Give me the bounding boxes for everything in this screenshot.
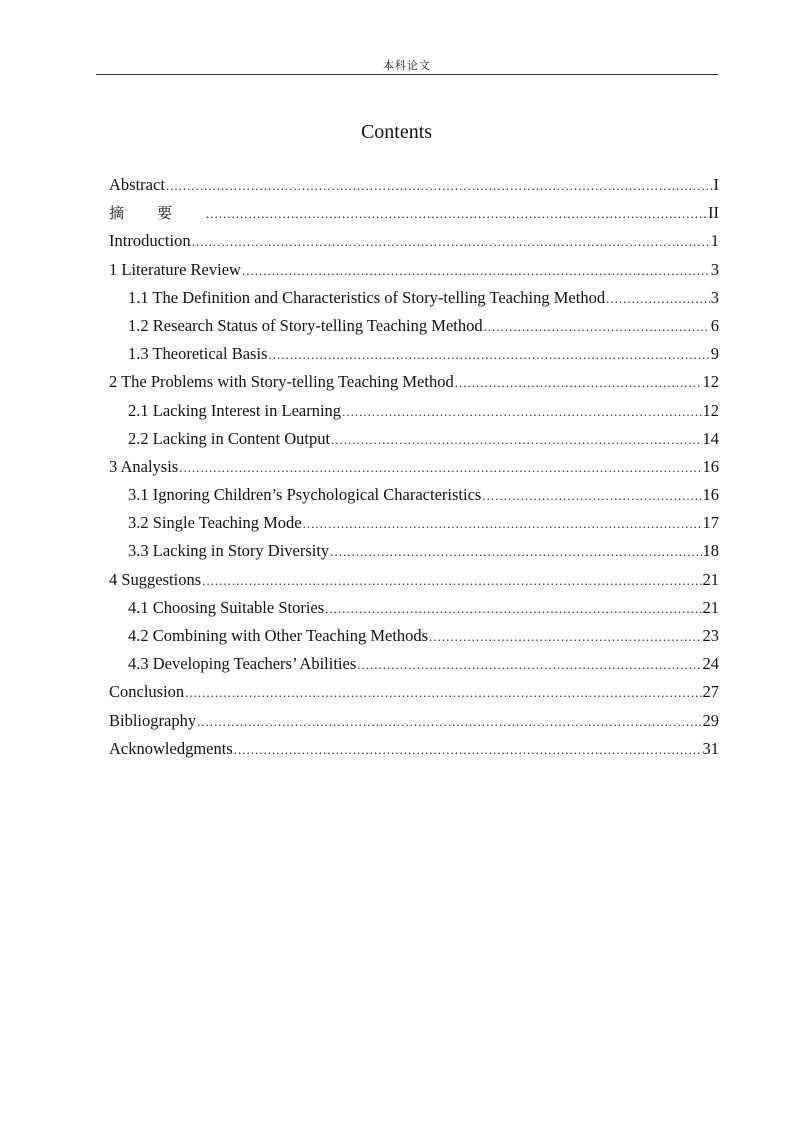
toc-entry-label: Abstract [109,175,165,194]
toc-dot-leader [185,679,701,707]
toc-dot-leader [325,595,701,623]
toc-entry-page: 16 [702,485,719,505]
header-text: 本科论文 [383,60,431,72]
toc-entry[interactable] [109,707,719,735]
toc-dot-leader [268,341,709,369]
toc-entry[interactable] [109,171,719,199]
toc-entry-label: 4.2 Combining with Other Teaching Methods [128,626,429,645]
toc-dot-leader [206,200,707,228]
toc-entry-label: 3 Analysis [109,456,179,476]
toc-entry-page: 24 [702,654,719,674]
toc-entry-label: 2.1 Lacking Interest in Learning [128,400,342,420]
toc-entry[interactable] [109,312,719,340]
toc-entry-label: Bibliography [109,710,197,730]
toc-entry-page: II [708,203,719,223]
toc-entry[interactable] [109,284,719,312]
toc-dot-leader [484,313,710,341]
toc-entry-page: 9 [710,344,719,364]
toc-entry-page: 16 [702,456,719,476]
toc-entry-page: 21 [702,597,719,617]
toc-entry-label: 1.1 The Definition and Characteristics of Story-telling Teaching Method [128,287,606,307]
toc-entry-page: 12 [702,400,719,420]
toc-dot-leader [192,228,710,256]
toc-entry-page: 3 [710,287,719,307]
toc-entry[interactable] [109,368,719,396]
toc-entry-page: 3 [710,259,719,279]
toc-dot-leader [342,398,701,426]
toc-entry-label: 1 Literature Review [109,259,241,279]
toc-entry-label: 4.1 Choosing Suitable Stories [128,597,325,617]
toc-entry[interactable] [109,509,719,537]
toc-entry-page: 14 [702,428,719,448]
toc-dot-leader [429,623,701,651]
toc-entry-page: 17 [702,513,719,533]
toc-entry-label: Acknowledgments [109,738,233,758]
toc-entry[interactable] [109,481,719,509]
toc-dot-leader [606,285,710,313]
toc-entry-page: 6 [710,315,719,335]
toc-entry-label: Conclusion [109,682,185,702]
table-of-contents [109,171,719,763]
toc-entry[interactable] [109,453,719,481]
toc-entry-label: 1.3 Theoretical Basis [128,344,268,364]
toc-entry-page: 27 [702,682,719,702]
toc-dot-leader [197,708,701,736]
toc-entry-label: Introduction [109,231,191,251]
toc-dot-leader [242,257,710,285]
toc-dot-leader [331,426,701,454]
toc-dot-leader [202,567,701,595]
toc-entry-label: 4.3 Developing Teachers’ Abilities [128,654,357,674]
toc-dot-leader [179,454,701,482]
toc-entry[interactable] [109,199,719,227]
toc-entry-page: 23 [702,626,719,645]
toc-entry-label: 3.1 Ignoring Children’s Psychological Characteristics [128,485,482,505]
toc-dot-leader [303,510,702,538]
toc-entry[interactable] [109,735,719,763]
toc-entry[interactable] [109,678,719,706]
toc-entry[interactable] [109,594,719,622]
toc-dot-leader [357,651,701,679]
toc-entry-label: 4 Suggestions [109,569,202,589]
toc-entry-page: 29 [702,710,719,730]
toc-entry-page: 12 [702,372,719,392]
page-title: Contents [360,121,433,143]
toc-entry-label: 1.2 Research Status of Story-telling Teaching Method [128,315,483,335]
toc-entry-label: 2.2 Lacking in Content Output [128,428,331,448]
toc-entry[interactable] [109,622,719,650]
toc-entry-label: 2 The Problems with Story-telling Teaching Method [109,372,454,392]
toc-entry-label: 3.2 Single Teaching Mode [128,513,302,533]
toc-entry[interactable] [109,256,719,284]
toc-entry[interactable] [109,340,719,368]
toc-entry-page: 18 [702,541,719,561]
toc-entry-page: I [713,175,719,194]
page-header [96,56,718,75]
toc-entry-label: 3.3 Lacking in Story Diversity [128,541,330,561]
toc-entry[interactable] [109,566,719,594]
toc-entry[interactable] [109,650,719,678]
toc-dot-leader [455,369,702,397]
toc-dot-leader [482,482,701,510]
toc-entry[interactable] [109,537,719,565]
toc-entry-label: 摘要 [109,204,206,223]
toc-entry[interactable] [109,227,719,255]
toc-entry-page: 21 [702,569,719,589]
toc-dot-leader [166,172,713,200]
toc-entry-page: 31 [702,738,719,758]
toc-entry[interactable] [109,397,719,425]
toc-entry[interactable] [109,425,719,453]
toc-dot-leader [234,736,702,764]
toc-dot-leader [330,538,701,566]
toc-entry-page: 1 [710,231,719,251]
